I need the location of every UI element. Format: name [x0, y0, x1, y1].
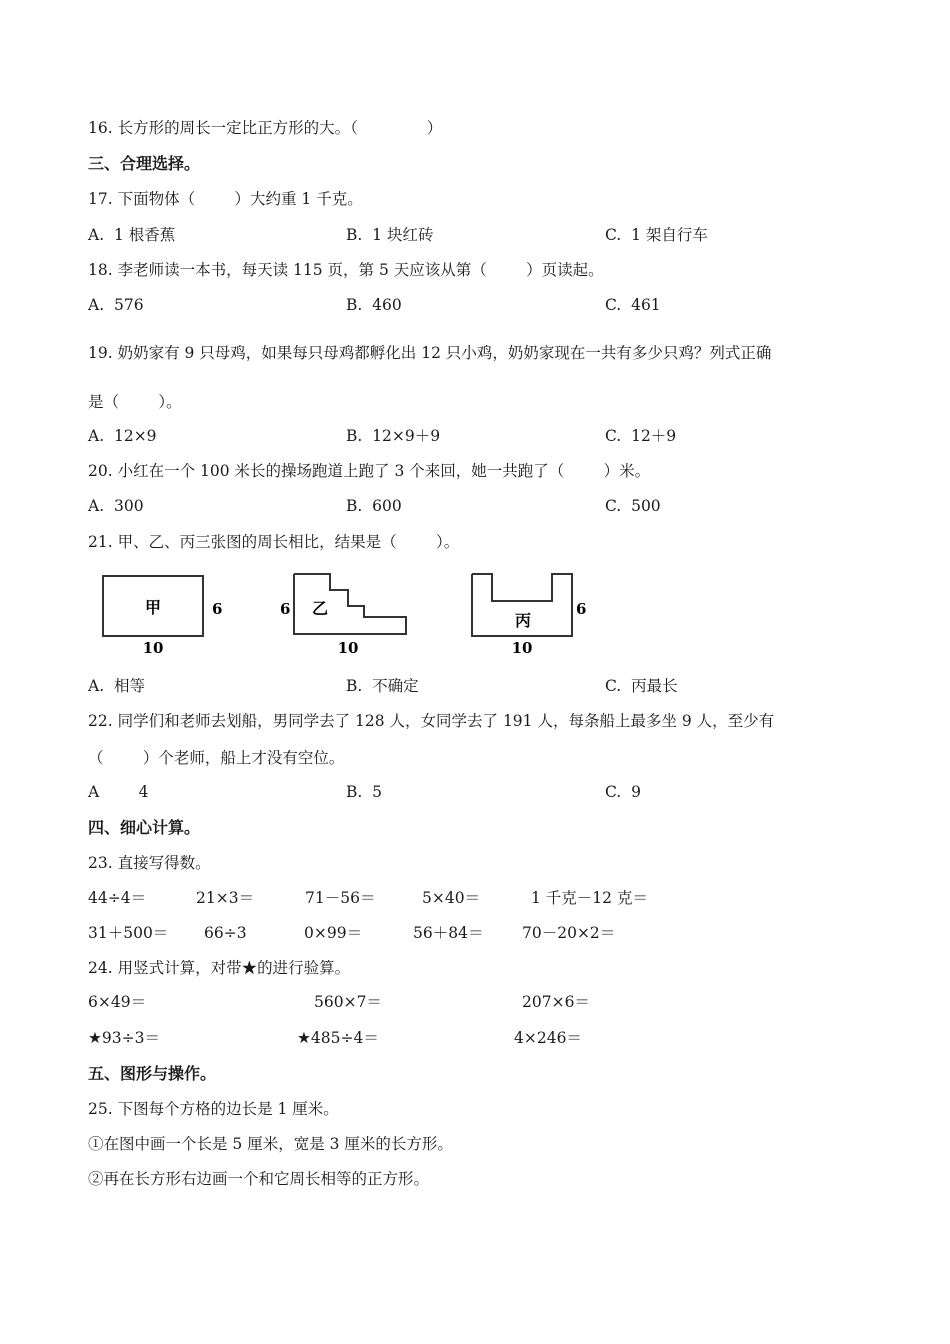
q17-option-c: C. 1 架自行车	[605, 226, 708, 244]
q19-option-a: A. 12×9	[88, 427, 157, 445]
q18-option-b: B. 460	[346, 296, 402, 314]
q24-item: 4×246＝	[514, 1029, 582, 1047]
q20-option-b: B. 600	[346, 497, 402, 515]
q23-item: 71－56＝	[305, 889, 376, 907]
q24-item: 6×49＝	[88, 993, 147, 1011]
q19-option-c: C. 12＋9	[605, 427, 677, 445]
q25-text: 25. 下图每个方格的边长是 1 厘米。	[88, 1100, 339, 1118]
figure-jia-width: 10	[142, 639, 164, 657]
figure-jia	[96, 566, 226, 660]
q20-option-a: A. 300	[88, 497, 144, 515]
q20-option-c: C. 500	[605, 497, 661, 515]
q20-text: 20. 小红在一个 100 米长的操场跑道上跑了 3 个来回，她一共跑了（ ）米。	[88, 462, 651, 480]
figure-yi	[278, 566, 418, 660]
q25-step1: ①在图中画一个长是 5 厘米，宽是 3 厘米的长方形。	[88, 1135, 453, 1153]
q23-item: 5×40＝	[422, 889, 481, 907]
q22-option-b: B. 5	[346, 783, 383, 801]
q16-text: 16. 长方形的周长一定比正方形的大。（ ）	[88, 119, 443, 137]
q21-option-c: C. 丙最长	[605, 677, 678, 695]
section5-title: 五、图形与操作。	[88, 1064, 217, 1083]
figure-yi-height: 6	[280, 600, 291, 618]
q25-step2: ②再在长方形右边画一个和它周长相等的正方形。	[88, 1170, 430, 1188]
figure-bing-height: 6	[576, 600, 587, 618]
q22-option-a: A 4	[88, 783, 149, 801]
figure-bing-label: 丙	[514, 611, 532, 630]
q19-line2: 是（ ）。	[88, 393, 182, 411]
q24-item: 207×6＝	[522, 993, 590, 1011]
q18-option-a: A. 576	[88, 296, 144, 314]
q21-text: 21. 甲、乙、丙三张图的周长相比，结果是（ ）。	[88, 533, 460, 551]
section3-title: 三、合理选择。	[88, 154, 201, 173]
q24-item: ★93÷3＝	[88, 1029, 160, 1047]
q23-item: 70－20×2＝	[522, 924, 616, 942]
q18-option-c: C. 461	[605, 296, 661, 314]
q24-item: 560×7＝	[314, 993, 382, 1011]
q24-text: 24. 用竖式计算，对带★的进行验算。	[88, 959, 351, 977]
q17-text: 17. 下面物体（ ）大约重 1 千克。	[88, 190, 363, 208]
figure-yi-width: 10	[337, 639, 359, 657]
q21-option-a: A. 相等	[88, 677, 145, 695]
figure-yi-shape	[294, 574, 406, 634]
q22-option-c: C. 9	[605, 783, 641, 801]
q23-item: 31＋500＝	[88, 924, 169, 942]
q23-item: 1 千克－12 克＝	[531, 889, 648, 907]
figure-yi-label: 乙	[311, 599, 329, 618]
q23-item: 56＋84＝	[413, 924, 484, 942]
q22-line1: 22. 同学们和老师去划船，男同学去了 128 人，女同学去了 191 人，每条船上最多坐 9 人，至少有	[88, 712, 775, 730]
q17-option-a: A. 1 根香蕉	[88, 226, 176, 244]
q24-item: ★485÷4＝	[297, 1029, 379, 1047]
figure-bing-width: 10	[511, 639, 533, 657]
figure-jia-height: 6	[212, 600, 223, 618]
q23-item: 66÷3	[204, 924, 247, 942]
q21-option-b: B. 不确定	[346, 677, 419, 695]
q19-option-b: B. 12×9＋9	[346, 427, 441, 445]
section4-title: 四、细心计算。	[88, 818, 201, 837]
q23-text: 23. 直接写得数。	[88, 854, 211, 872]
q18-text: 18. 李老师读一本书，每天读 115 页，第 5 天应该从第（ ）页读起。	[88, 261, 604, 279]
q22-line2: （ ）个老师，船上才没有空位。	[88, 749, 345, 767]
q23-item: 21×3＝	[196, 889, 255, 907]
q23-item: 44÷4＝	[88, 889, 147, 907]
q17-option-b: B. 1 块红砖	[346, 226, 434, 244]
figure-jia-label: 甲	[144, 598, 162, 617]
figure-bing	[464, 566, 604, 660]
q19-line1: 19. 奶奶家有 9 只母鸡，如果每只母鸡都孵化出 12 只小鸡，奶奶家现在一共有多少只鸡？列式正确	[88, 344, 772, 362]
q23-item: 0×99＝	[304, 924, 363, 942]
